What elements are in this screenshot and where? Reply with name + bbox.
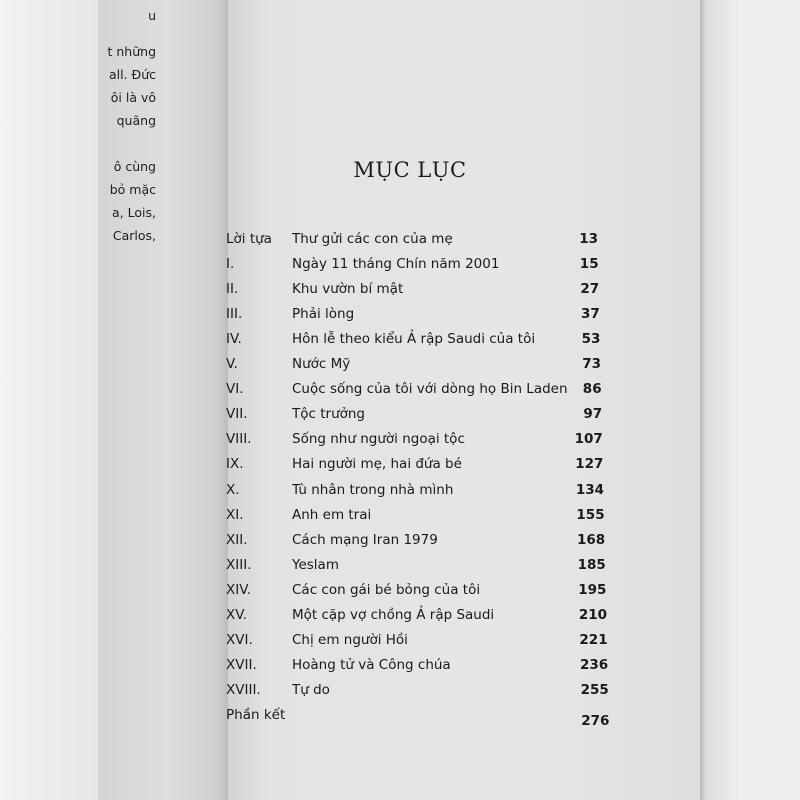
toc-entry-page: 168 bbox=[577, 531, 606, 548]
toc-entry-title: Hai người mẹ, hai đứa bé bbox=[292, 456, 462, 473]
toc-entry-title: Nước Mỹ bbox=[292, 356, 351, 373]
toc-entry-page: 53 bbox=[581, 331, 601, 348]
toc-entry bbox=[226, 607, 607, 631]
toc-entry-number: VI. bbox=[226, 381, 244, 398]
toc-entry-number: I. bbox=[226, 256, 235, 273]
toc-entry bbox=[226, 356, 601, 380]
toc-entry bbox=[226, 306, 600, 330]
toc-entry-number: IX. bbox=[226, 456, 244, 473]
toc-entry-title: Khu vườn bí mật bbox=[292, 281, 404, 298]
toc-entry bbox=[226, 482, 604, 506]
toc-entry-number: Lời tựa bbox=[226, 231, 272, 247]
toc-entry-page: 97 bbox=[583, 406, 603, 423]
toc-entry bbox=[226, 281, 599, 305]
toc-entry bbox=[226, 682, 609, 706]
toc-entry-page: 27 bbox=[580, 281, 600, 298]
toc-entry-number: II. bbox=[226, 281, 239, 298]
toc-entry bbox=[226, 557, 606, 581]
toc-entry-page: 127 bbox=[575, 456, 604, 473]
toc-entry-title: Hôn lễ theo kiểu Ả rập Saudi của tôi bbox=[292, 331, 536, 348]
toc-entry-page: 13 bbox=[579, 231, 598, 247]
background-left bbox=[0, 0, 98, 800]
toc-entry-number: XIII. bbox=[226, 556, 252, 573]
left-page-text-line: quãng bbox=[116, 113, 156, 128]
toc-entry bbox=[226, 532, 605, 556]
toc-entry-page: 276 bbox=[581, 712, 610, 729]
toc-entry-number: IV. bbox=[226, 331, 242, 348]
left-page-text-line: bỏ mặc bbox=[109, 182, 156, 197]
toc-entry bbox=[226, 431, 603, 455]
left-page-text-line: ôi là vô bbox=[110, 90, 156, 105]
toc-entry-number: XV. bbox=[226, 606, 248, 623]
left-page-text-line: ô cùng bbox=[113, 159, 156, 174]
left-page bbox=[98, 0, 228, 800]
background-right bbox=[700, 0, 800, 800]
toc-entry-title: Thư gửi các con của mẹ bbox=[292, 231, 453, 247]
toc-entry-number: VII. bbox=[226, 406, 248, 423]
toc-entry-page: 236 bbox=[580, 656, 609, 673]
toc-entry bbox=[226, 381, 602, 405]
toc-entry-title: Một cặp vợ chồng Ả rập Saudi bbox=[292, 606, 495, 623]
toc-entry-number: XI. bbox=[226, 506, 244, 523]
toc-entry-number: XIV. bbox=[226, 581, 252, 598]
toc-entry bbox=[226, 582, 606, 606]
toc-entry bbox=[226, 507, 605, 531]
toc-entry-page: 185 bbox=[577, 556, 606, 573]
toc-entry-number: XII. bbox=[226, 531, 248, 548]
toc-entry-page: 155 bbox=[576, 506, 605, 523]
toc-entry-page: 73 bbox=[582, 356, 601, 373]
toc-title: MỤC LỤC bbox=[353, 158, 467, 182]
toc-entry bbox=[226, 231, 598, 255]
toc-entry-title: Anh em trai bbox=[292, 506, 372, 523]
toc-entry-number: X. bbox=[226, 481, 240, 498]
toc-entry-title: Tù nhân trong nhà mình bbox=[292, 481, 454, 498]
toc-entry-number: VIII. bbox=[226, 431, 252, 448]
toc-entry-number: III. bbox=[226, 306, 243, 323]
toc-entry-page: 195 bbox=[578, 581, 607, 598]
toc-entry bbox=[226, 456, 603, 480]
toc-entry-title: Tự do bbox=[292, 681, 330, 698]
toc-entry-number: XVI. bbox=[226, 631, 253, 648]
toc-entry-title: Yeslam bbox=[292, 556, 339, 573]
toc-entry-page: 15 bbox=[579, 256, 599, 273]
toc-entry bbox=[226, 707, 609, 731]
toc-entry-title: Cách mạng Iran 1979 bbox=[292, 531, 438, 548]
toc-entry bbox=[226, 256, 599, 280]
left-page-text-line: u bbox=[148, 8, 156, 23]
left-page-text-line: t những bbox=[107, 44, 156, 59]
toc-entry-number: Phần kết bbox=[226, 706, 286, 723]
toc-entry-number: XVIII. bbox=[226, 681, 261, 698]
toc-entry-title: Tộc trưởng bbox=[292, 406, 366, 423]
toc-entry-title: Chị em người Hồi bbox=[292, 631, 408, 648]
toc-entry-title: Hoàng tử và Công chúa bbox=[292, 656, 451, 673]
toc-entry-title: Cuộc sống của tôi với dòng họ Bin Laden bbox=[292, 381, 568, 398]
toc-entry-page: 86 bbox=[582, 381, 602, 398]
toc-entry-title: Các con gái bé bỏng của tôi bbox=[292, 581, 481, 598]
toc-entry-title: Sống như người ngoại tộc bbox=[292, 431, 465, 448]
toc-entry-number: V. bbox=[226, 356, 238, 373]
toc-entry-title: Ngày 11 tháng Chín năm 2001 bbox=[292, 256, 500, 273]
left-page-text-line: all. Đức bbox=[108, 67, 156, 82]
left-page-text-line: a, Lois, bbox=[112, 205, 156, 220]
toc-entry bbox=[226, 331, 600, 355]
toc-entry-number: XVII. bbox=[226, 656, 257, 673]
toc-entry-page: 134 bbox=[575, 481, 604, 498]
toc-entry-page: 37 bbox=[581, 306, 600, 323]
toc-entry bbox=[226, 406, 602, 430]
toc-entry-page: 210 bbox=[578, 606, 607, 623]
toc-entry-page: 107 bbox=[574, 431, 603, 448]
toc-entry bbox=[226, 657, 608, 681]
toc-entry bbox=[226, 632, 608, 656]
toc-entry-title: Phải lòng bbox=[292, 306, 355, 323]
toc-entry-page: 221 bbox=[579, 631, 608, 648]
left-page-text-line: Carlos, bbox=[112, 228, 156, 243]
toc-entry-page: 255 bbox=[580, 681, 609, 698]
